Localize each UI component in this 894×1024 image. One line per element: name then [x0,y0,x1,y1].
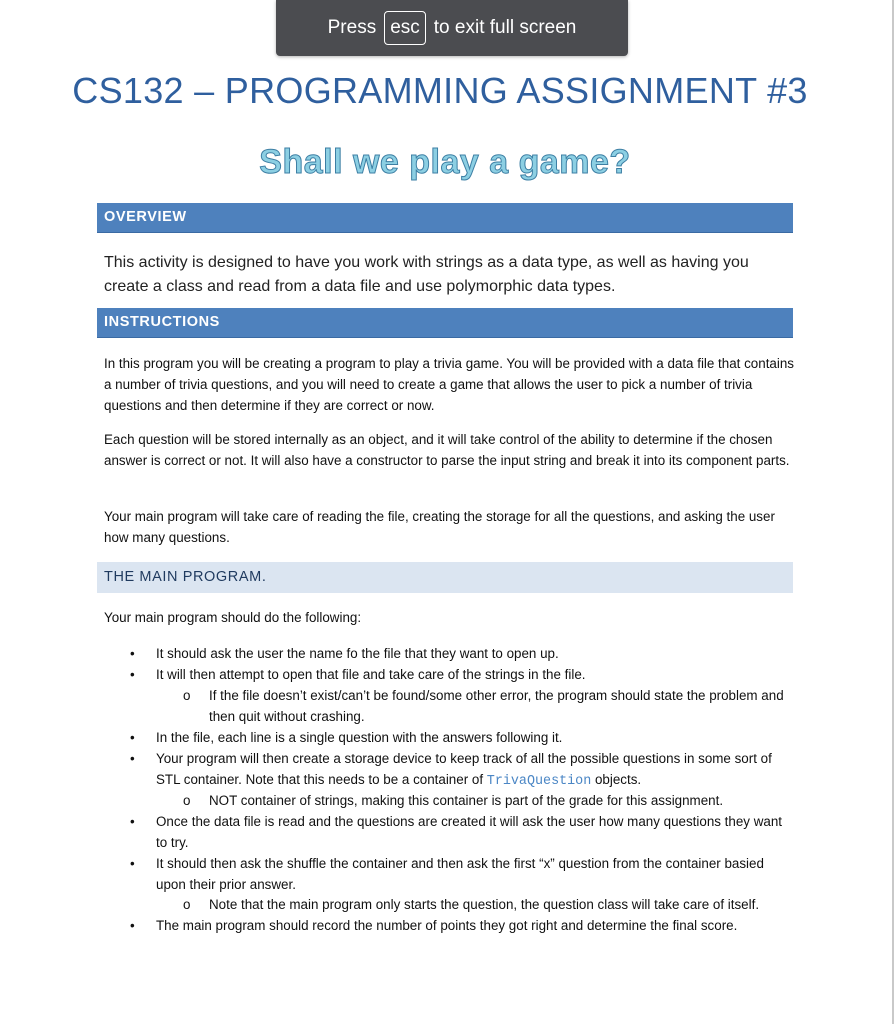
overview-text: This activity is designed to have you work with strings as a data type, as well as having you create a class and read from a data file and use polymorphic data types. [104,254,749,295]
main-program-heading: THE MAIN PROGRAM. [97,562,793,593]
page-title: CS132 – PROGRAMMING ASSIGNMENT #3 [72,70,808,111]
sub-bullet-icon: o [183,897,191,912]
bullet-icon: • [130,751,135,766]
instructions-heading: INSTRUCTIONS [97,308,793,338]
page-subtitle: Shall we play a game? [259,143,631,181]
bullet-icon: • [130,814,135,829]
class-name-code: TrivaQuestion [486,774,592,789]
esc-key[interactable]: esc [384,11,426,45]
instructions-paragraph-3: Your main program will take care of reading the file, creating the storage for all the questions, and asking the user how many questions. [104,509,775,545]
sub-bullet-icon: o [183,793,191,808]
bullet-icon: • [130,918,135,933]
fullscreen-banner [276,0,628,56]
overview-heading: OVERVIEW [97,203,793,233]
banner-press: Press [327,17,377,38]
sub-bullet-icon: o [183,688,191,703]
bullet-icon: • [130,730,135,745]
bullet-icon: • [130,667,135,682]
instructions-paragraph-2: Each question will be stored internally as an object, and it will take control of the ability to determine if the chosen answer is correct or not. It will also have a constructor to parse the input string and break it into its component parts. [104,432,790,468]
instructions-paragraph-1: In this program you will be creating a program to play a trivia game. You will be provided with a data file that contains a number of trivia questions, and you will need to create a game that allows the user to pick a number of trivia questions and then determine if they are correct or now. [104,356,794,413]
main-program-intro: Your main program should do the following: [104,610,362,625]
banner-rest: to exit full screen [433,17,577,38]
bullet-icon: • [130,646,135,661]
bullet-icon: • [130,856,135,871]
